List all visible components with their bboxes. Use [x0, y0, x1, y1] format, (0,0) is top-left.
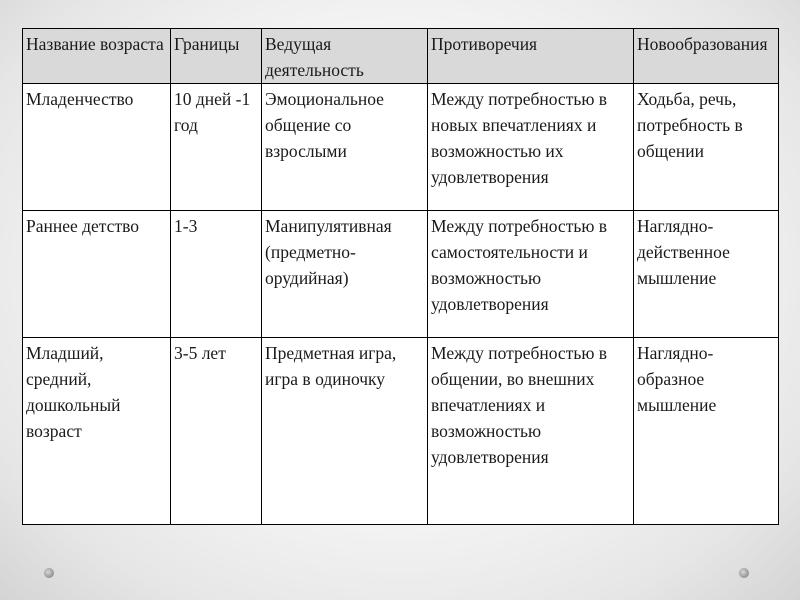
age-periods-table: [22, 28, 779, 525]
cell-boundaries: 10 дней -1 год: [171, 84, 262, 211]
cell-age-name: Младенчество: [23, 84, 171, 211]
table-header-row: [23, 29, 779, 84]
table-row: [23, 338, 779, 525]
cell-new-formations: Наглядно-образное мышление: [634, 338, 779, 525]
cell-leading-activity: Эмоциональное общение со взрослыми: [262, 84, 428, 211]
cell-contradictions: Между потребностью в самостоятельности и возможностью удовлетворения: [428, 211, 634, 338]
header-age-name: Название возраста: [23, 29, 171, 84]
cell-boundaries: 3-5 лет: [171, 338, 262, 525]
cell-leading-activity: Манипулятивная (предметно-орудийная): [262, 211, 428, 338]
cell-age-name: Раннее детство: [23, 211, 171, 338]
table-row: [23, 211, 779, 338]
cell-contradictions: Между потребностью в новых впечатлениях и возможностью их удовлетворения: [428, 84, 634, 211]
cell-new-formations: Наглядно-действенное мышление: [634, 211, 779, 338]
slide-ornament-dot-icon: [739, 568, 749, 578]
cell-boundaries: 1-3: [171, 211, 262, 338]
cell-age-name: Младший, средний, дошкольный возраст: [23, 338, 171, 525]
cell-leading-activity: Предметная игра, игра в одиночку: [262, 338, 428, 525]
slide-ornament-dot-icon: [44, 568, 54, 578]
cell-new-formations: Ходьба, речь, потребность в общении: [634, 84, 779, 211]
cell-contradictions: Между потребностью в общении, во внешних впечатлениях и возможностью удовлетворения: [428, 338, 634, 525]
header-leading-activity: Ведущая деятельность: [262, 29, 428, 84]
table-row: [23, 84, 779, 211]
header-contradictions: Противоречия: [428, 29, 634, 84]
header-boundaries: Границы: [171, 29, 262, 84]
header-new-formations: Новообразования: [634, 29, 779, 84]
